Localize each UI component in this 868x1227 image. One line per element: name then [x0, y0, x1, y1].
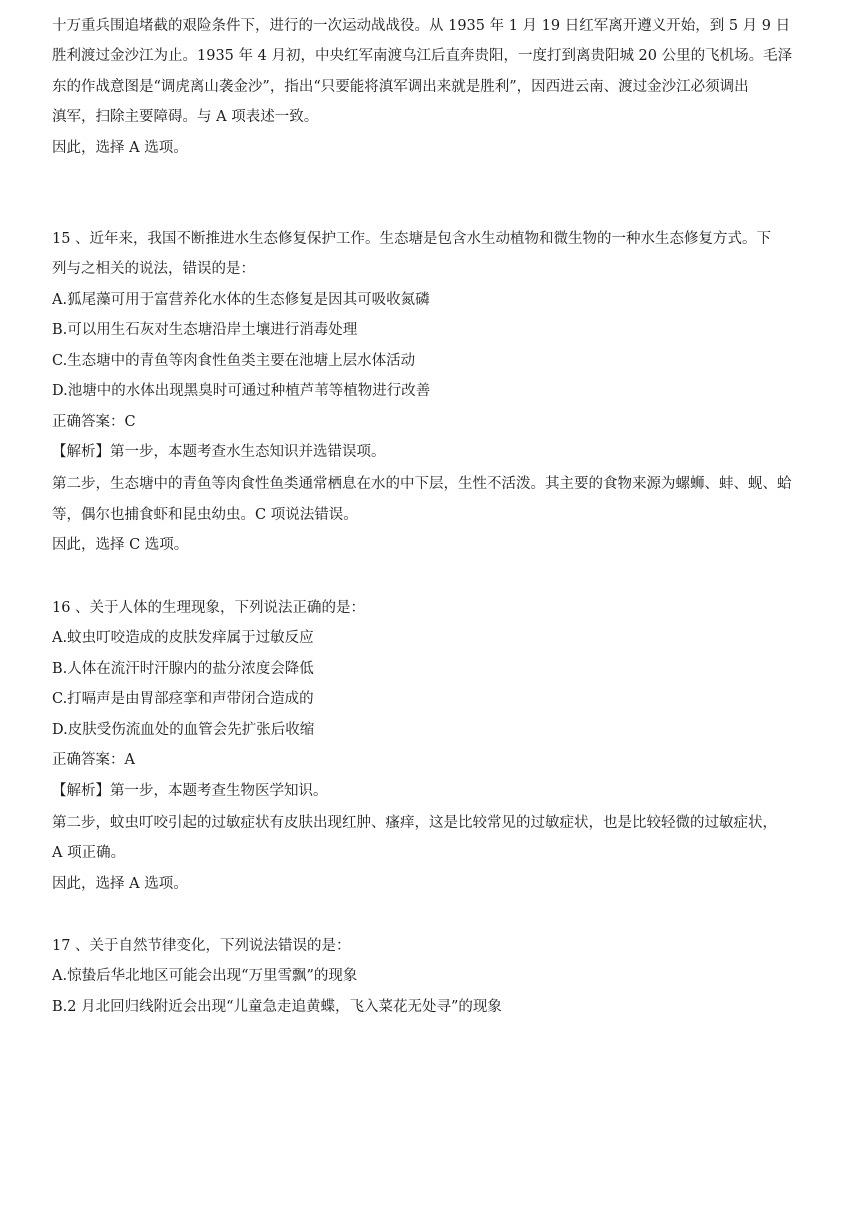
q16-option-d: D.皮肤受伤流血处的血管会先扩张后收缩: [52, 722, 315, 738]
q15-stem-line-1: 15 、近年来，我国不断推进水生态修复保护工作。生态塘是包含水生动植物和微生物的一种水生态修复方式。下: [52, 231, 772, 247]
q16-analysis-step-2-line-1: 第二步，蚊虫叮咬引起的过敏症状有皮肤出现红肿、瘙痒，这是比较常见的过敏症状，也是比较轻微的过敏症状，: [52, 815, 777, 831]
q17-option-b: B.2 月北回归线附近会出现“儿童急走追黄蝶，飞入菜花无处寻”的现象: [52, 999, 502, 1015]
q16-analysis-step-1: [52, 781, 328, 801]
q16-analysis-tag: 【解析】: [52, 783, 110, 799]
q16-stem: 16 、关于人体的生理现象，下列说法正确的是：: [52, 600, 366, 616]
q16-conclusion: 因此，选择 A 选项。: [52, 876, 188, 892]
q16-option-b: B.人体在流汗时汗腺内的盐分浓度会降低: [52, 661, 314, 677]
q15-analysis-step-1: [52, 442, 386, 462]
q15-analysis-step-2-line-2: 等，偶尔也捕食虾和昆虫幼虫。C 项说法错误。: [52, 507, 358, 523]
q16-option-c: C.打嗝声是由胃部痉挛和声带闭合造成的: [52, 691, 314, 707]
q17-option-a: A.惊蛰后华北地区可能会出现“万里雪飘”的现象: [52, 968, 358, 984]
intro-line-4: 滇军，扫除主要障碍。与 A 项表述一致。: [52, 109, 319, 125]
intro-conclusion: 因此，选择 A 选项。: [52, 140, 188, 156]
q15-conclusion: 因此，选择 C 选项。: [52, 537, 189, 553]
intro-line-1: 十万重兵围追堵截的艰险条件下，进行的一次运动战战役。从 1935 年 1 月 19 日红军离开遵义开始，到 5 月 9 日: [52, 18, 791, 34]
q15-option-c: C.生态塘中的青鱼等肉食性鱼类主要在池塘上层水体活动: [52, 353, 416, 369]
q16-analysis-step-1-text: 第一步，本题考查生物医学知识。: [110, 783, 328, 799]
q15-analysis-step-1-text: 第一步，本题考查水生态知识并选错误项。: [110, 444, 386, 460]
q15-option-d: D.池塘中的水体出现黑臭时可通过种植芦苇等植物进行改善: [52, 383, 431, 399]
q16-analysis-step-2-line-2: A 项正确。: [52, 845, 126, 861]
q15-stem-line-2: 列与之相关的说法，错误的是：: [52, 261, 255, 277]
q16-option-a: A.蚊虫叮咬造成的皮肤发痒属于过敏反应: [52, 630, 314, 646]
q15-analysis-tag: 【解析】: [52, 444, 110, 460]
q16-answer: 正确答案：A: [52, 752, 135, 768]
intro-line-2: 胜利渡过金沙江为止。1935 年 4 月初，中央红军南渡乌江后直奔贵阳，一度打到离贵阳城 20 公里的飞机场。毛泽: [52, 48, 793, 64]
intro-line-3: 东的作战意图是“调虎离山袭金沙”，指出“只要能将滇军调出来就是胜利”，因西进云南、渡过金沙江必须调出: [52, 79, 749, 95]
q15-option-a: A.狐尾藻可用于富营养化水体的生态修复是因其可吸收氮磷: [52, 292, 430, 308]
q15-analysis-step-2-line-1: 第二步，生态塘中的青鱼等肉食性鱼类通常栖息在水的中下层，生性不活泼。其主要的食物来源为螺蛳、蚌、蚬、蛤: [52, 476, 792, 492]
q15-answer: 正确答案：C: [52, 414, 136, 430]
q17-stem: 17 、关于自然节律变化，下列说法错误的是：: [52, 938, 351, 954]
q15-option-b: B.可以用生石灰对生态塘沿岸土壤进行消毒处理: [52, 322, 358, 338]
